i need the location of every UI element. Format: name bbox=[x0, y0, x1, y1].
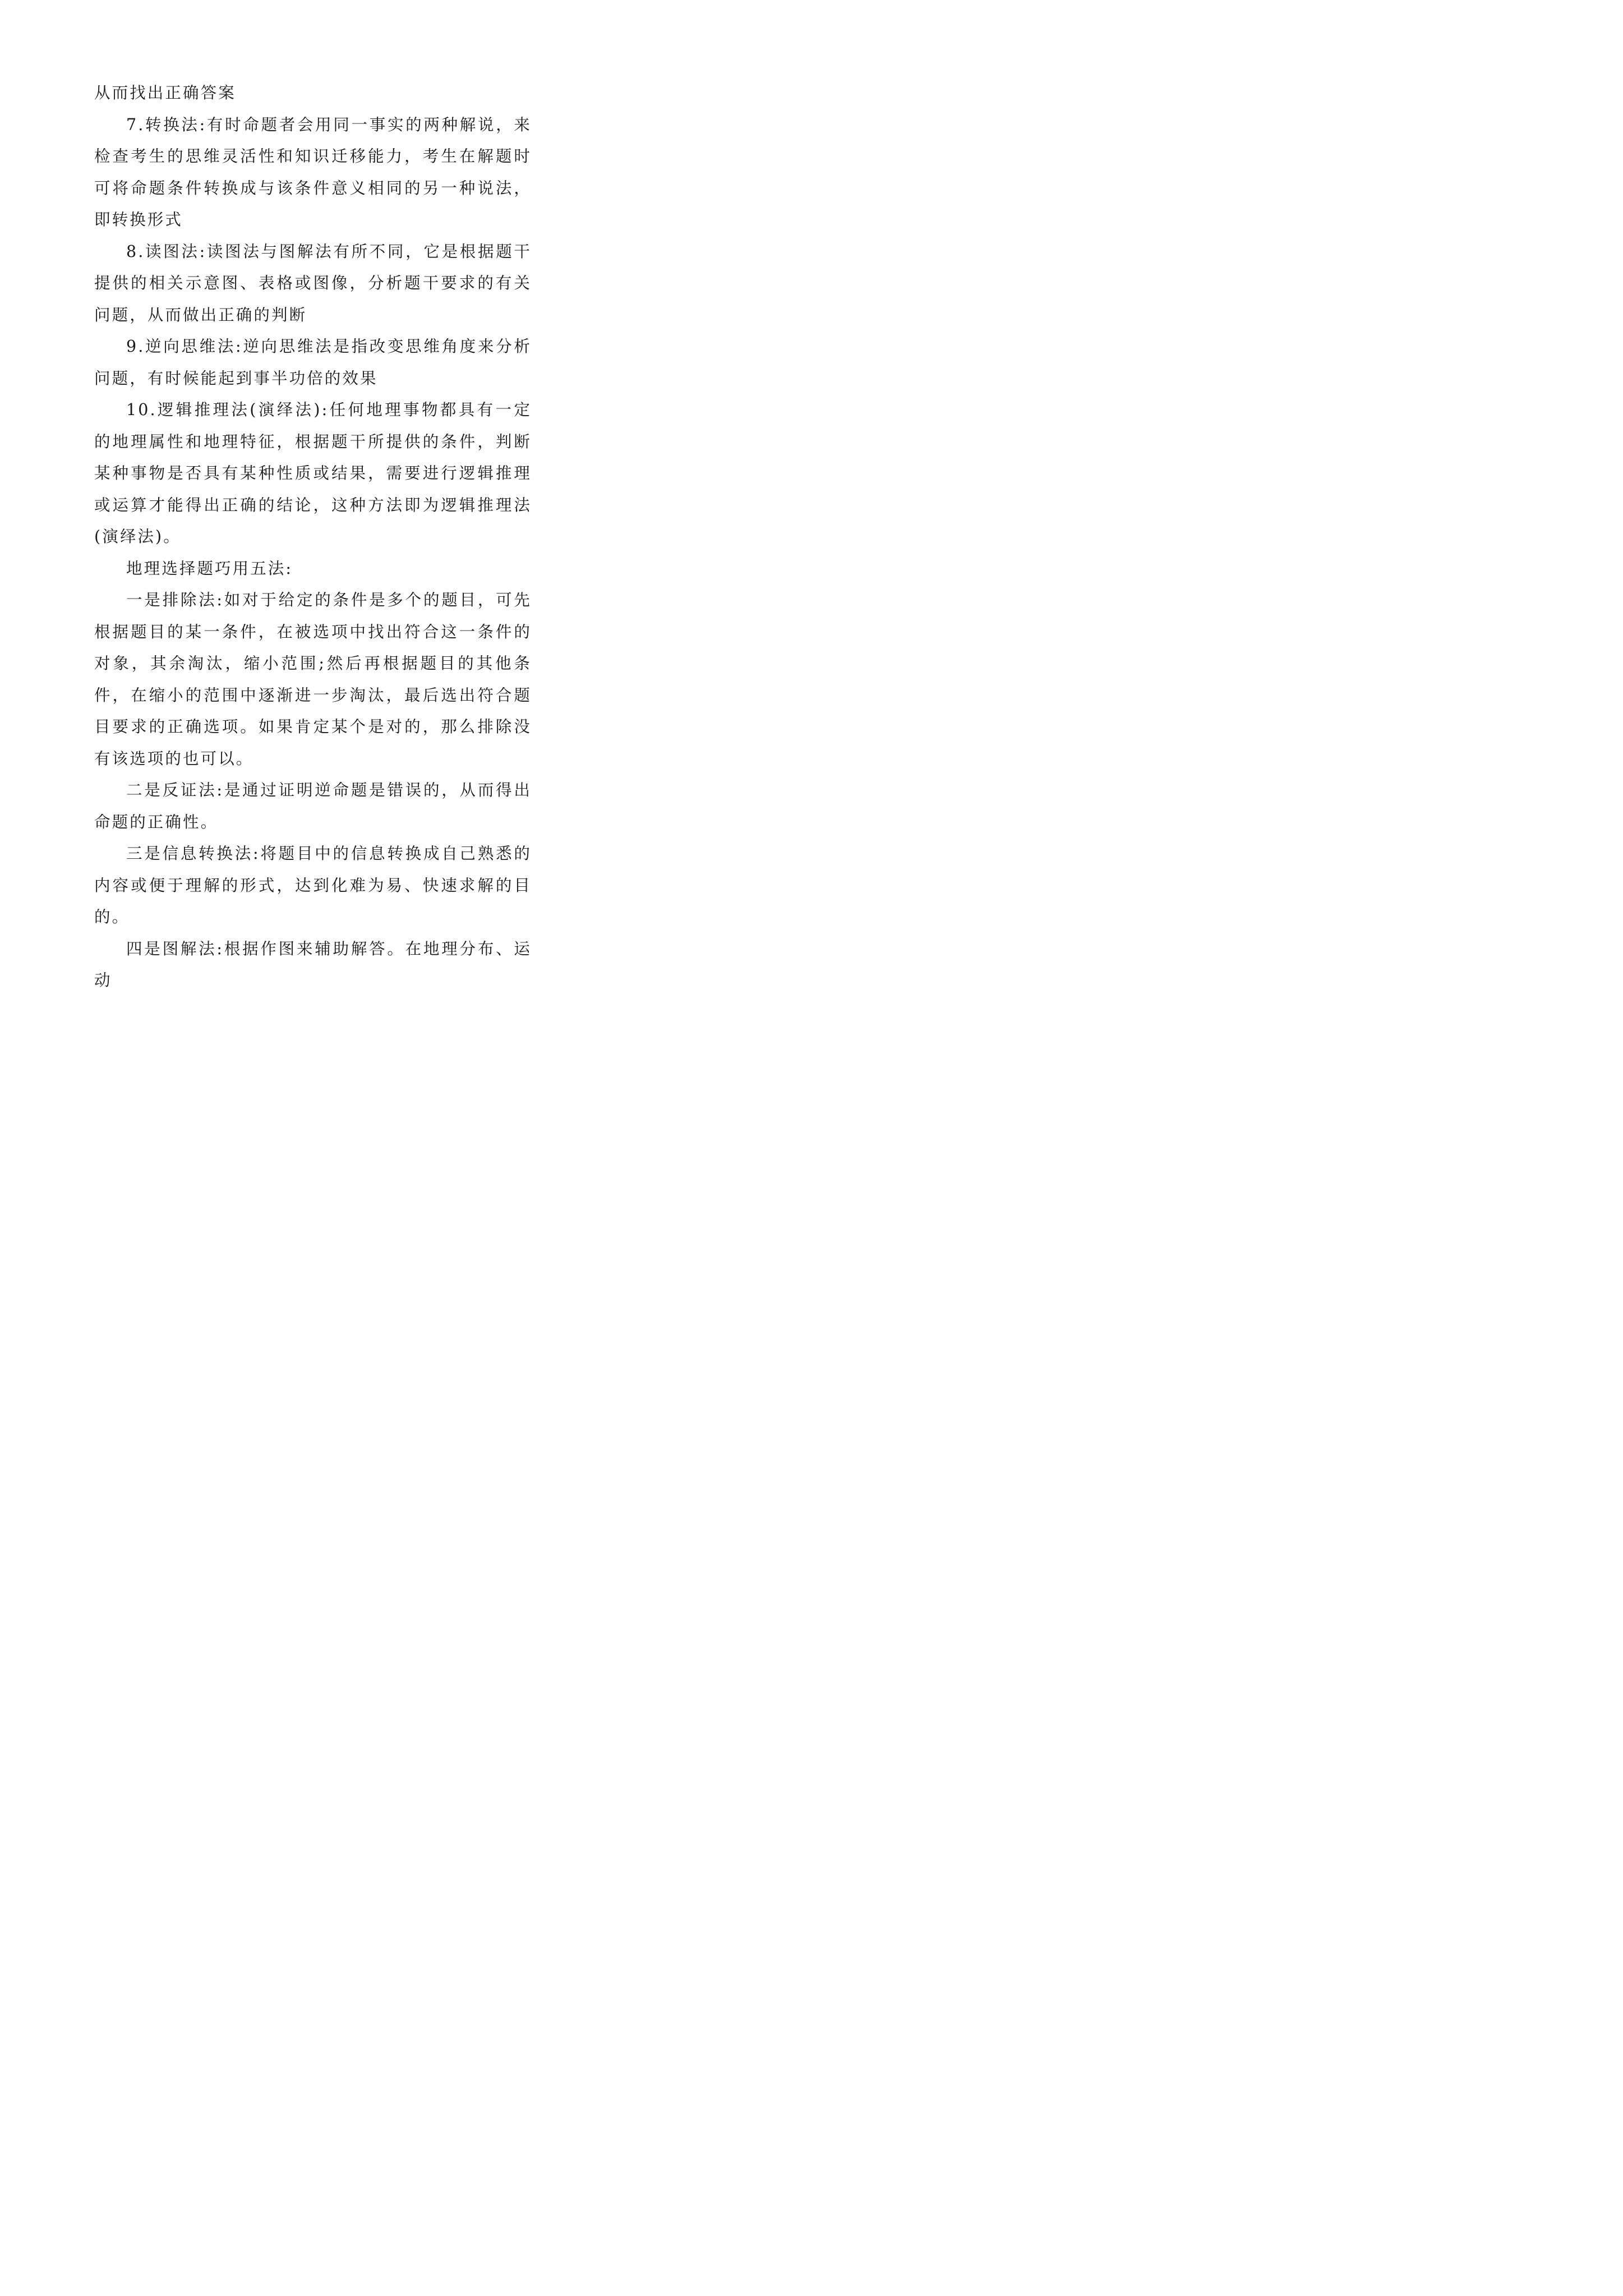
paragraph-method-8: 8.读图法:读图法与图解法有所不同，它是根据题干提供的相关示意图、表格或图像，分析题干要求的有关问题，从而做出正确的判断 bbox=[94, 242, 532, 324]
paragraph-information-conversion: 三是信息转换法:将题目中的信息转换成自己熟悉的内容或便于理解的形式，达到化难为易、快速求解的目的。 bbox=[94, 844, 532, 926]
paragraph-elimination: 一是排除法:如对于给定的条件是多个的题目，可先根据题目的某一条件，在被选项中找出符合这一条件的对象，其余淘汰，缩小范围;然后再根据题目的其他条件，在缩小的范围中逐渐进一步淘汰，最后选出符合题目要求的正确选项。如果肯定某个是对的，那么排除没有该选项的也可以。 bbox=[94, 591, 532, 768]
paragraph-five-methods-heading: 地理选择题巧用五法: bbox=[126, 559, 293, 578]
paragraph-continuation: 从而找出正确答案 bbox=[94, 84, 236, 102]
body-text bbox=[94, 77, 532, 997]
paragraph-contradiction: 二是反证法:是通过证明逆命题是错误的，从而得出命题的正确性。 bbox=[94, 781, 532, 831]
paragraph-diagram-method: 四是图解法:根据作图来辅助解答。在地理分布、运动 bbox=[94, 939, 532, 990]
paragraph-method-9: 9.逆向思维法:逆向思维法是指改变思维角度来分析问题，有时候能起到事半功倍的效果 bbox=[94, 337, 532, 388]
document-page bbox=[0, 0, 617, 990]
paragraph-method-10: 10.逻辑推理法(演绎法):任何地理事物都具有一定的地理属性和地理特征，根据题干所提供的条件，判断某种事物是否具有某种性质或结果，需要进行逻辑推理或运算才能得出正确的结论，这种方法即为逻辑推理法(演绎法)。 bbox=[94, 401, 532, 546]
paragraph-method-7: 7.转换法:有时命题者会用同一事实的两种解说，来检查考生的思维灵活性和知识迁移能力，考生在解题时可将命题条件转换成与该条件意义相同的另一种说法，即转换形式 bbox=[94, 115, 532, 229]
